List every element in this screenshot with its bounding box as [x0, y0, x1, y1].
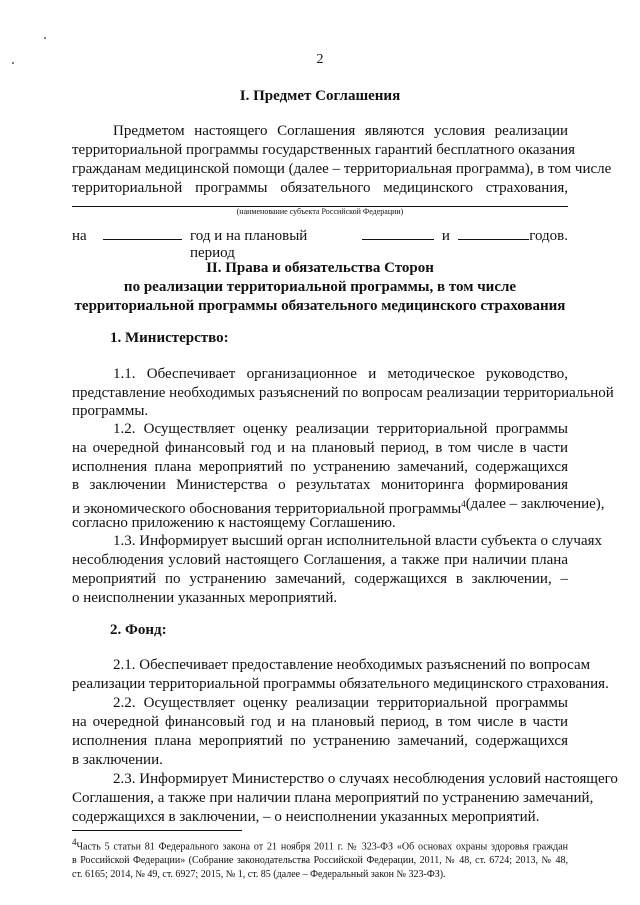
footnote-mark: 4: [72, 837, 77, 847]
section2-title: территориальной программы обязательного медицинского страхования: [74, 298, 566, 314]
fund-line: в заключении.: [72, 752, 163, 768]
ministry-line: согласно приложению к настоящему Соглашению.: [72, 515, 396, 531]
period-end-blank: [458, 226, 529, 240]
fund-heading: 2. Фонд:: [110, 622, 167, 638]
page-number: 2: [316, 52, 324, 67]
footnote-line: в Российской Федерации» (Собрание законодательства Российской Федерации, 2011, № 48, ст. 6724; 2013, № 48,: [72, 855, 568, 867]
section1-line: гражданам медицинской помощи (далее – территориальная программа), в том числе: [72, 161, 612, 177]
ministry-line: исполнения плана мероприятий по устранению замечаний, содержащихся: [72, 459, 568, 475]
section2-title: II. Права и обязательства Сторон: [206, 260, 434, 276]
footnote-ref: 4: [461, 499, 466, 509]
footnote: [72, 835, 568, 882]
section1-line: Предметом настоящего Соглашения являются условия реализации: [113, 123, 568, 139]
subject-name-caption: (наименование субъекта Российской Федерации): [236, 207, 404, 216]
ministry-line: мероприятий по устранению замечаний, содержащихся в заключении, –: [72, 571, 568, 587]
section1-title: I. Предмет Соглашения: [239, 88, 401, 104]
ministry-line: и экономического обоснования территориальной программы: [72, 501, 462, 517]
ministry-heading: 1. Министерство:: [110, 330, 229, 346]
fund-line: на очередной финансовый год и на плановый период, в том числе в части: [72, 714, 568, 730]
ministry-line: в заключении Министерства о результатах мониторинга формирования: [72, 477, 568, 493]
scan-speck: [44, 37, 46, 39]
fund-line: исполнения плана мероприятий по устранению замечаний, содержащихся: [72, 733, 568, 749]
ministry-line: 1.2. Осуществляет оценку реализации территориальной программы: [113, 421, 568, 437]
year-blank: [103, 226, 182, 240]
fund-line: 2.1. Обеспечивает предоставление необходимых разъяснений по вопросам: [113, 657, 591, 673]
period-na: на: [72, 228, 87, 244]
fund-line: 2.2. Осуществляет оценку реализации территориальной программы: [113, 695, 568, 711]
ministry-line: представление необходимых разъяснений по вопросам реализации территориальной: [72, 385, 614, 401]
fund-line: 2.3. Информирует Министерство о случаях несоблюдения условий настоящего: [113, 771, 618, 787]
fund-line: реализации территориальной программы обязательного медицинского страхования.: [72, 676, 609, 692]
section1-line: территориальной программы государственных гарантий бесплатного оказания: [72, 142, 576, 158]
period-row: [72, 226, 568, 262]
fund-line: Соглашения, а также при наличии плана мероприятий по устранению замечаний,: [72, 790, 594, 806]
ministry-line: программы.: [72, 403, 149, 419]
fund-line: содержащихся в заключении, – о неисполнении указанных мероприятий.: [72, 809, 540, 825]
period-years: годов.: [529, 228, 568, 244]
ministry-line: на очередной финансовый год и на плановый период, в том числе в части: [72, 440, 568, 456]
footnote-separator: [72, 830, 242, 831]
footnote-line: ст. 6165; 2014, № 49, ст. 6927; 2015, № 1, ст. 85 (далее – Федеральный закон № 323-ФЗ).: [72, 869, 446, 881]
period-year-text: год и на плановый период: [189, 228, 308, 261]
section2-title: по реализации территориальной программы, в том числе: [123, 279, 517, 295]
period-start-blank: [362, 226, 433, 240]
section1-line: территориальной программы обязательного медицинского страхования,: [72, 180, 568, 196]
footnote-line: Часть 5 статьи 81 Федерального закона от 21 ноября 2011 г. № 323-ФЗ «Об основах охраны здоровья граждан: [76, 841, 568, 853]
ministry-line: (далее – заключение),: [465, 496, 605, 512]
ministry-line: 1.1. Обеспечивает организационное и методическое руководство,: [113, 366, 568, 382]
ministry-line: 1.3. Информирует высший орган исполнительной власти субъекта о случаях: [113, 533, 603, 549]
ministry-line: несоблюдения условий настоящего Соглашения, а также при наличии плана: [72, 552, 568, 568]
ministry-line: о неисполнении указанных мероприятий.: [72, 590, 338, 606]
period-and: и: [441, 228, 450, 244]
